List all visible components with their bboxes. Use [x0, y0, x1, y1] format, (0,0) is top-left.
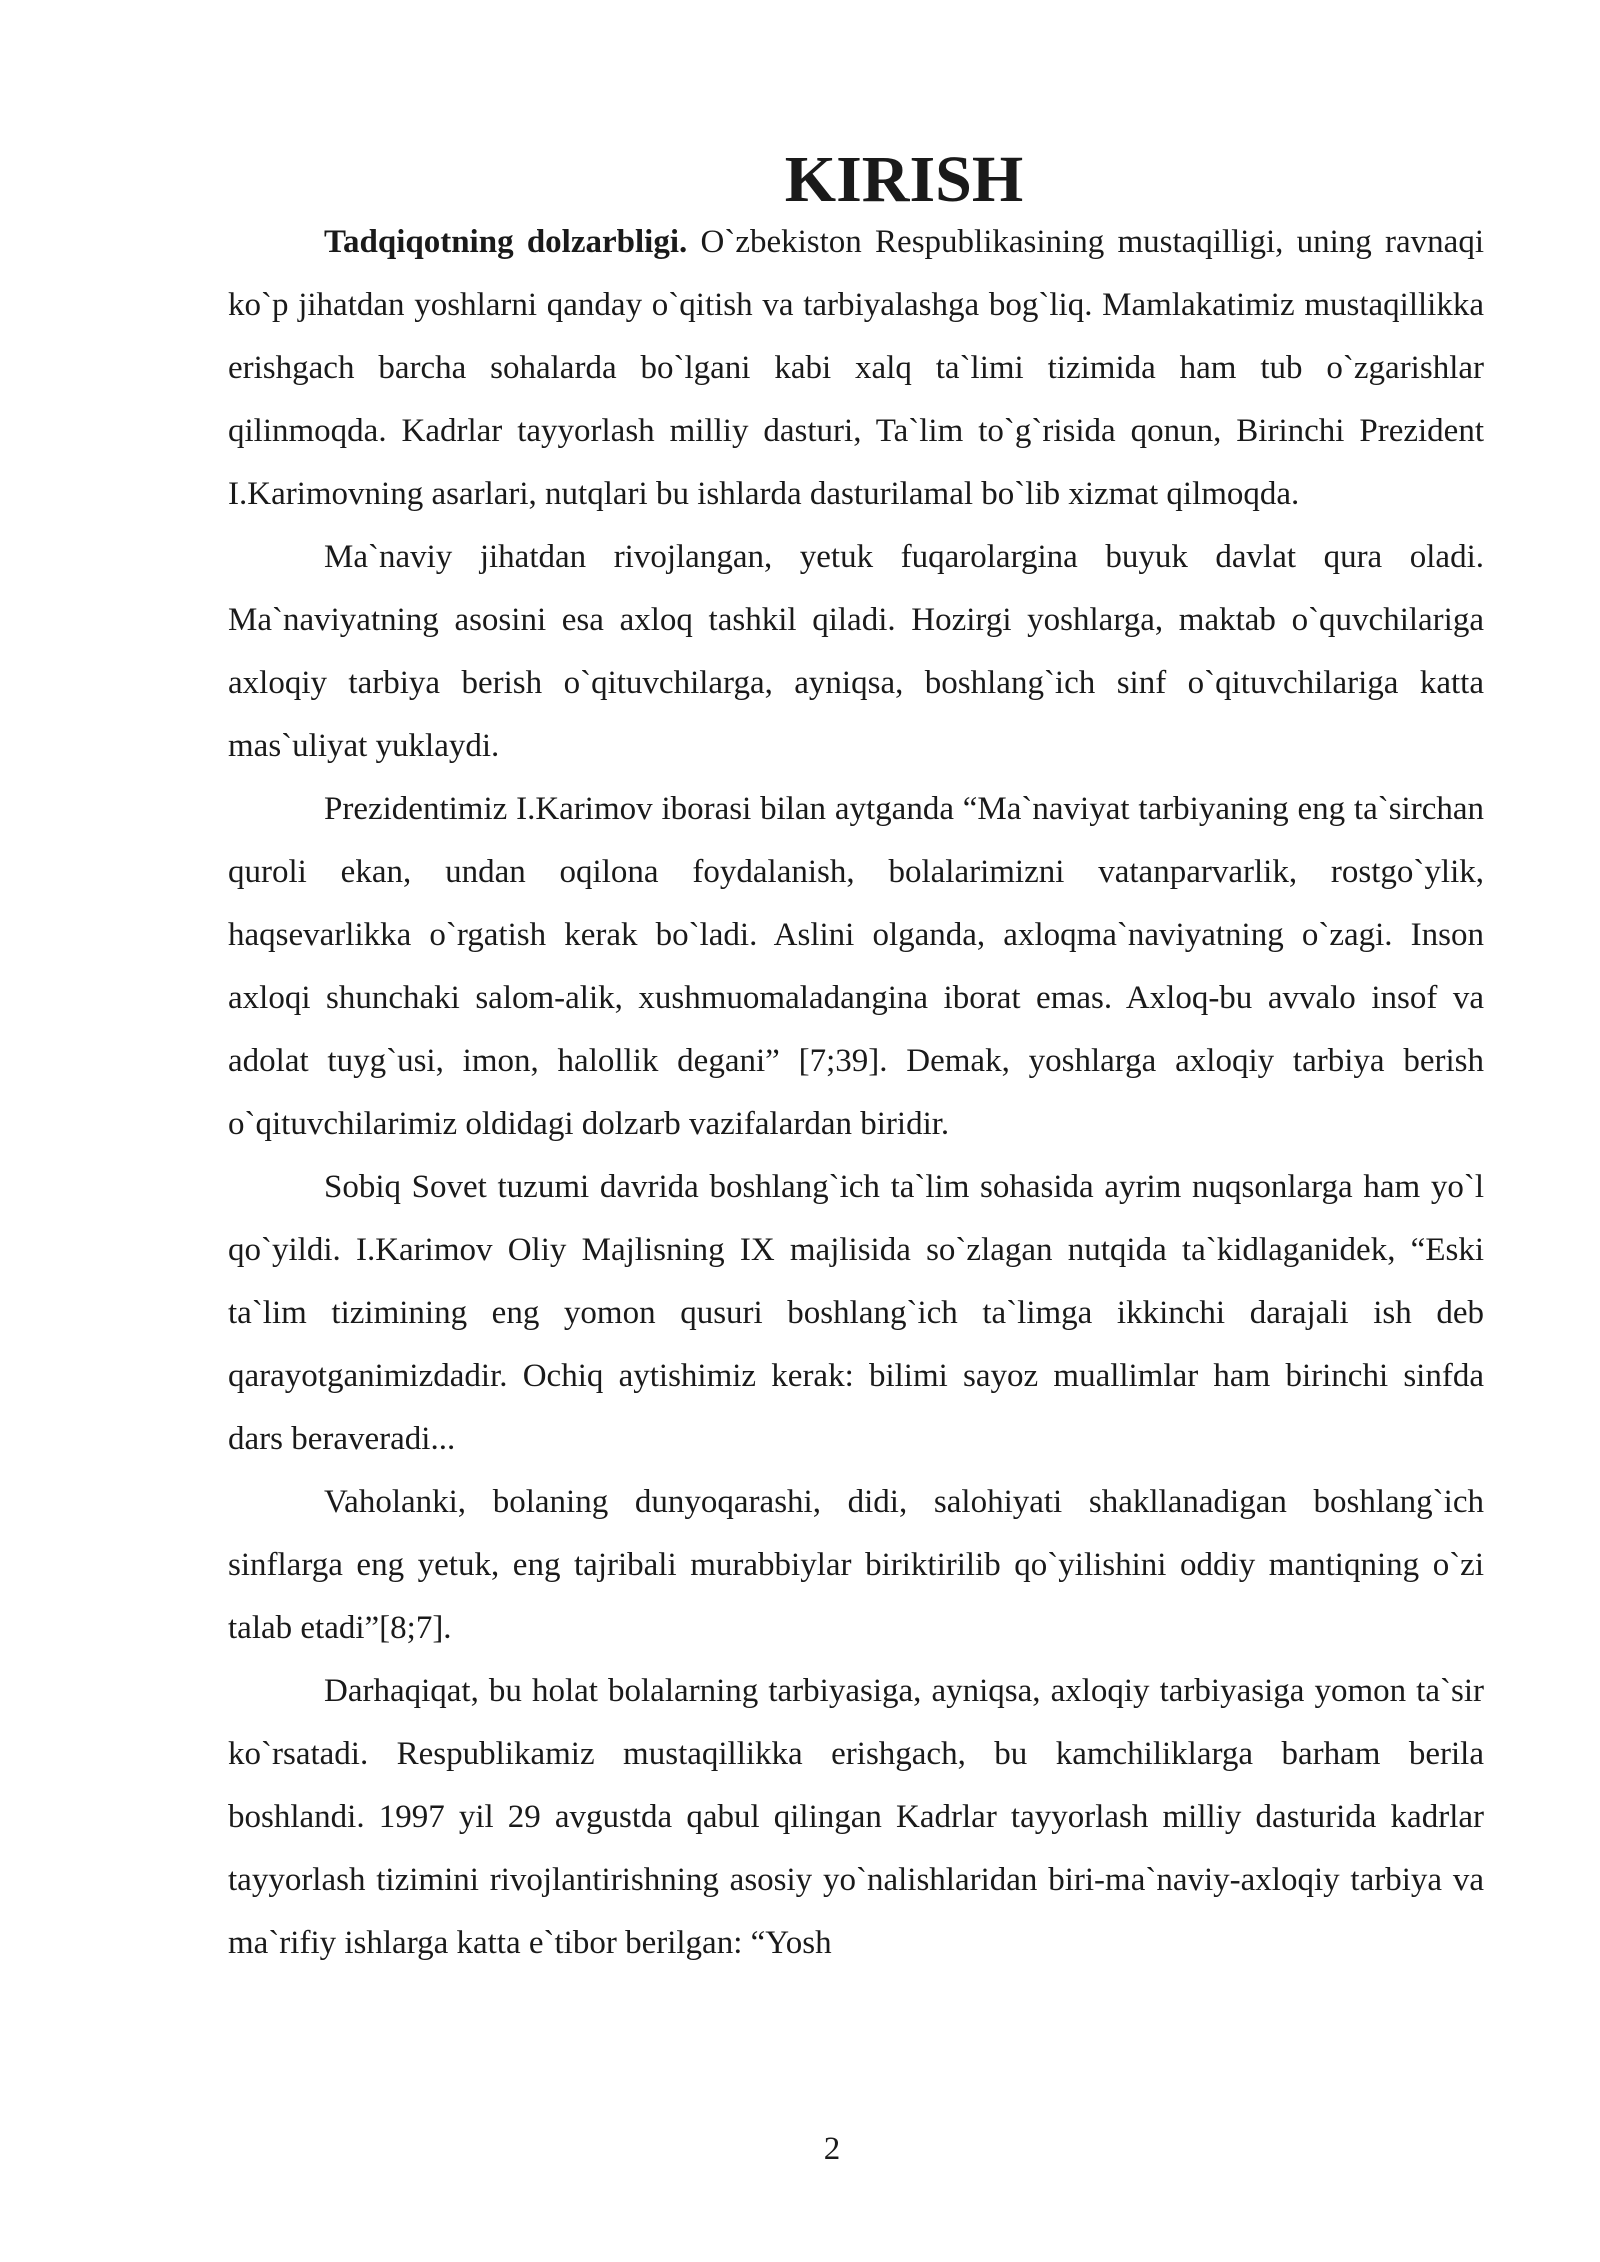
paragraph-6: Darhaqiqat, bu holat bolalarning tarbiyasiga, ayniqsa, axloqiy tarbiyasiga yomon ta`sir ko`rsatadi. Respublikamiz mustaqillikka erishgach, bu kamchiliklarga barham berila boshlandi. 1997 yil 29 avgustda qabul qilingan Kadrlar tayyorlash milliy dasturida kadrlar tayyorlash tizimini rivojlantirishning asosiy yo`nalishlaridan biri-ma`naviy-axloqiy tarbiya va ma`rifiy ishlarga katta e`tibor berilgan: “Yosh: [228, 1673, 1484, 1961]
section-heading: KIRISH: [784, 143, 1024, 216]
paragraph-2: Ma`naviy jihatdan rivojlangan, yetuk fuqarolargina buyuk davlat qura oladi. Ma`naviyatning asosini esa axloq tashkil qiladi. Hozirgi yoshlarga, maktab o`quvchilariga axloqiy tarbiya berish o`qituvchilarga, ayniqsa, boshlang`ich sinf o`qituvchilariga katta mas`uliyat yuklaydi.: [228, 539, 1484, 764]
paragraph-3: Prezidentimiz I.Karimov iborasi bilan aytganda “Ma`naviyat tarbiyaning eng ta`sirchan quroli ekan, undan oqilona foydalanish, bolalarimizni vatanparvarlik, rostgo`ylik, haqsevarlikka o`rgatish kerak bo`ladi. Aslini olganda, axloqma`naviyatning o`zagi. Inson axloqi shunchaki salom-alik, xushmuomaladangina iborat emas. Axloq-bu avvalo insof va adolat tuyg`usi, imon, halollik degani” [7;39]. Demak, yoshlarga axloqiy tarbiya berish o`qituvchilarimiz oldidagi dolzarb vazifalardan biridir.: [228, 791, 1484, 1142]
page-content: [228, 143, 1484, 1975]
paragraph-4: Sobiq Sovet tuzumi davrida boshlang`ich ta`lim sohasida ayrim nuqsonlarga ham yo`l qo`yildi. I.Karimov Oliy Majlisning IX majlisida so`zlagan nutqida ta`kidlaganidek, “Eski ta`lim tizimining eng yomon qusuri boshlang`ich ta`limga ikkinchi darajali ish deb qarayotganimizdadir. Ochiq aytishimiz kerak: bilimi sayoz muallimlar ham birinchi sinfda dars beraveradi...: [228, 1169, 1484, 1457]
paragraph-1: [228, 211, 1484, 526]
paragraph-lead: Tadqiqotning dolzarbligi.: [324, 224, 688, 260]
paragraph-5: Vaholanki, bolaning dunyoqarashi, didi, salohiyati shakllanadigan boshlang`ich sinflarga eng yetuk, eng tajribali murabbiylar biriktirilib qo`yilishini oddiy mantiqning o`zi talab etadi”[8;7].: [228, 1484, 1484, 1646]
page-number: 2: [823, 2131, 841, 2167]
paragraph-text: O`zbekiston Respublikasining mustaqilligi, uning ravnaqi ko`p jihatdan yoshlarni qanday o`qitish va tarbiyalashga bog`liq. Mamlakatimiz mustaqillikka erishgach barcha sohalarda bo`lgani kabi xalq ta`limi tizimida ham tub o`zgarishlar qilinmoqda. Kadrlar tayyorlash milliy dasturi, Ta`lim to`g`risida qonun, Birinchi Prezident I.Karimovning asarlari, nutqlari bu ishlarda dasturilamal bo`lib xizmat qilmoqda.: [228, 224, 1484, 512]
